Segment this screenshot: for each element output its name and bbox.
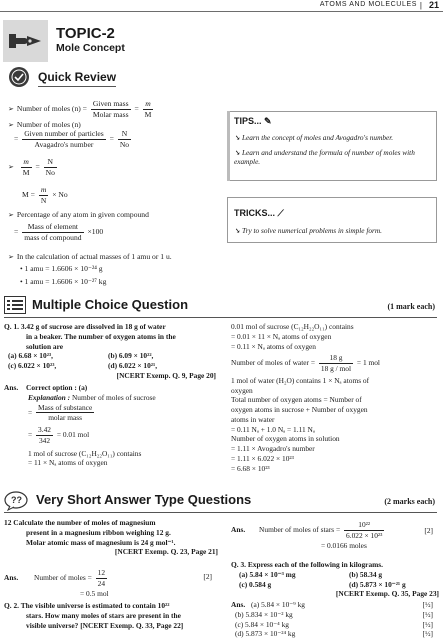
- tip-item: ➘ Learn and understand the formula of number of moles with example.: [234, 148, 415, 167]
- topic-subtitle: Mole Concept: [56, 42, 125, 54]
- svg-text:??: ??: [11, 495, 22, 505]
- wand-icon: ⟋: [277, 208, 284, 218]
- tricks-box: [227, 197, 437, 243]
- vsa-rule: [4, 512, 437, 513]
- quick-review-underline: [38, 86, 116, 87]
- pointer-icon: ➘: [234, 148, 241, 157]
- amu-grams: • 1 amu = 1.6606 × 10⁻²⁴ g: [20, 264, 103, 273]
- page-number: 21: [428, 0, 439, 10]
- pointer-icon: ➘: [234, 133, 241, 142]
- vsa-section-title: Very Short Answer Type Questions: [36, 492, 252, 507]
- vsa-answer-2: Ans. Number of moles of stars = $\frac{\text{10²²}}{\text{6.022 × 10²³}}$ [2] = 0.0166 moles: [231, 520, 433, 550]
- trick-item: ➘ Try to solve numerical problems in simple form.: [234, 226, 382, 235]
- mcq-answer: Ans. Correct option : (a) Explanation : Number of moles of sucrose = $\frac{\text{Mass of substance}}{\text{molar mass}}$ = $\frac{3.42}{342}$ = 0.01 mol 1 mol of sucrose (C₁₂H₂₂O₁₁) contains = 11 × Nₐ atoms of oxygen: [4, 383, 156, 468]
- tips-title: TIPS... ✎: [234, 116, 272, 126]
- vsa-question-1: 12 Calculate the number of moles of magnesium present in a magnesium ribbon weighing 12 g. Molar atomic mass of magnesium is 24 g mol⁻¹. [NCERT Exemp. Q. 23, Page 21]: [4, 518, 218, 557]
- vsa-question-2: Q. 2. The visible universe is estimated to contain 10²² stars. How many moles of stars are present in the visible universe? [NCERT Exemp. Q. 33, Page 22]: [4, 601, 184, 630]
- running-title: ATOMS AND MOLECULES: [319, 1, 417, 8]
- header-rule: [0, 11, 443, 12]
- mcq-section-title: Multiple Choice Question: [32, 297, 189, 312]
- list-icon: [4, 296, 26, 314]
- formula-percentage: = $\frac{\text{Mass of element}}{\text{mass of compound}}$ ×100: [14, 222, 104, 242]
- pointer-icon: ➘: [234, 226, 241, 235]
- question-bubble-icon: [4, 491, 30, 511]
- vsa-question-3: Q. 3. Express each of the following in kilograms. (a) 5.84 × 10⁻³ mg (b) 58.34 g (c) 0.584 g (d) 5.873 × 10⁻²¹ g [NCERT Exemp. Q. 35, Page 23]: [231, 560, 439, 599]
- percentage-label: ➢ Percentage of any atom in given compound: [8, 210, 149, 219]
- pen-nib-icon: [3, 20, 48, 62]
- vsa-marks: (2 marks each): [384, 497, 435, 506]
- formula-ratio: ➢ $\frac{m}{M}$ = $\frac{N}{No}$: [8, 157, 55, 177]
- topic-title: TOPIC-2: [56, 25, 115, 42]
- formula-moles-label: ➢ Number of moles (n): [8, 120, 81, 129]
- mcq-solution-continued: 0.01 mol of sucrose (C₁₂H₂₂O₁₁) contains = 0.01 × 11 × Nₐ atoms of oxygen = 0.11 × Nₐ atoms of oxygen Number of moles of water = $\frac{18 g}{\text{18 g / mol}}$ = 1 mol 1 mol of water (H₂O) contains 1 × Nₐ atoms of oxygen Total number of oxygen atoms = Number of oxygen atoms in sucrose + Number of oxygen atoms in water = 0.11 Nₐ + 1.0 Nₐ = 1.11 Nₐ Number of oxygen atoms in solution = 1.11 × Avogadro's number = 1.11 × 6.022 × 10²³ = 6.68 × 10²³: [231, 322, 380, 473]
- amu-kilograms: • 1 amu = 1.6606 × 10⁻²⁷ kg: [20, 277, 107, 286]
- mcq-rule: [4, 317, 437, 318]
- mcq-marks: (1 mark each): [387, 302, 435, 311]
- vsa-answer-1: Ans. Number of moles = $\frac{12}{24}$ [2] = 0.5 mol: [4, 568, 212, 598]
- formula-molar-mass: M = $\frac{m}{N}$ × No: [22, 185, 68, 205]
- vsa-answer-3: Ans. (a) 5.84 × 10⁻⁹ kg [½] (b) 5.834 × 10⁻² kg [½] (c) 5.84 × 10⁻⁴ kg [½] (d) 5.873 × 10⁻²⁴ kg [½]: [231, 600, 433, 639]
- quick-review-badge-icon: [8, 66, 30, 88]
- formula-moles-particles: = $\frac{\text{Given number of particles}}{\text{Avagadro's number}}$ = $\frac{N}{No}$: [14, 129, 130, 149]
- amu-label: ➢ In the calculation of actual masses of 1 amu or 1 u.: [8, 252, 172, 261]
- formula-moles-mass: ➢ Number of moles (n) = $\frac{\text{Given mass}}{\text{Molar mass}}$ = $\frac{m}{M}$: [8, 99, 152, 119]
- tip-item: ➘ Learn the concept of moles and Avogadro's number.: [234, 133, 394, 142]
- quick-review-title: Quick Review: [38, 70, 117, 84]
- header-separator: |: [419, 1, 422, 10]
- mcq-question: Q. 1. 3.42 g of sucrose are dissolved in 18 g of water in a beaker. The number of oxygen atoms in the solution are (a) 6.68 × 10²³, (b) 6.09 × 10²², (c) 6.022 × 10²³, (d) 6.022 × 10²¹, [NCERT Exemp. Q. 9, Page 20]: [4, 322, 216, 380]
- tricks-title: TRICKS... ⟋: [234, 208, 284, 218]
- pencil-icon: ✎: [264, 116, 272, 126]
